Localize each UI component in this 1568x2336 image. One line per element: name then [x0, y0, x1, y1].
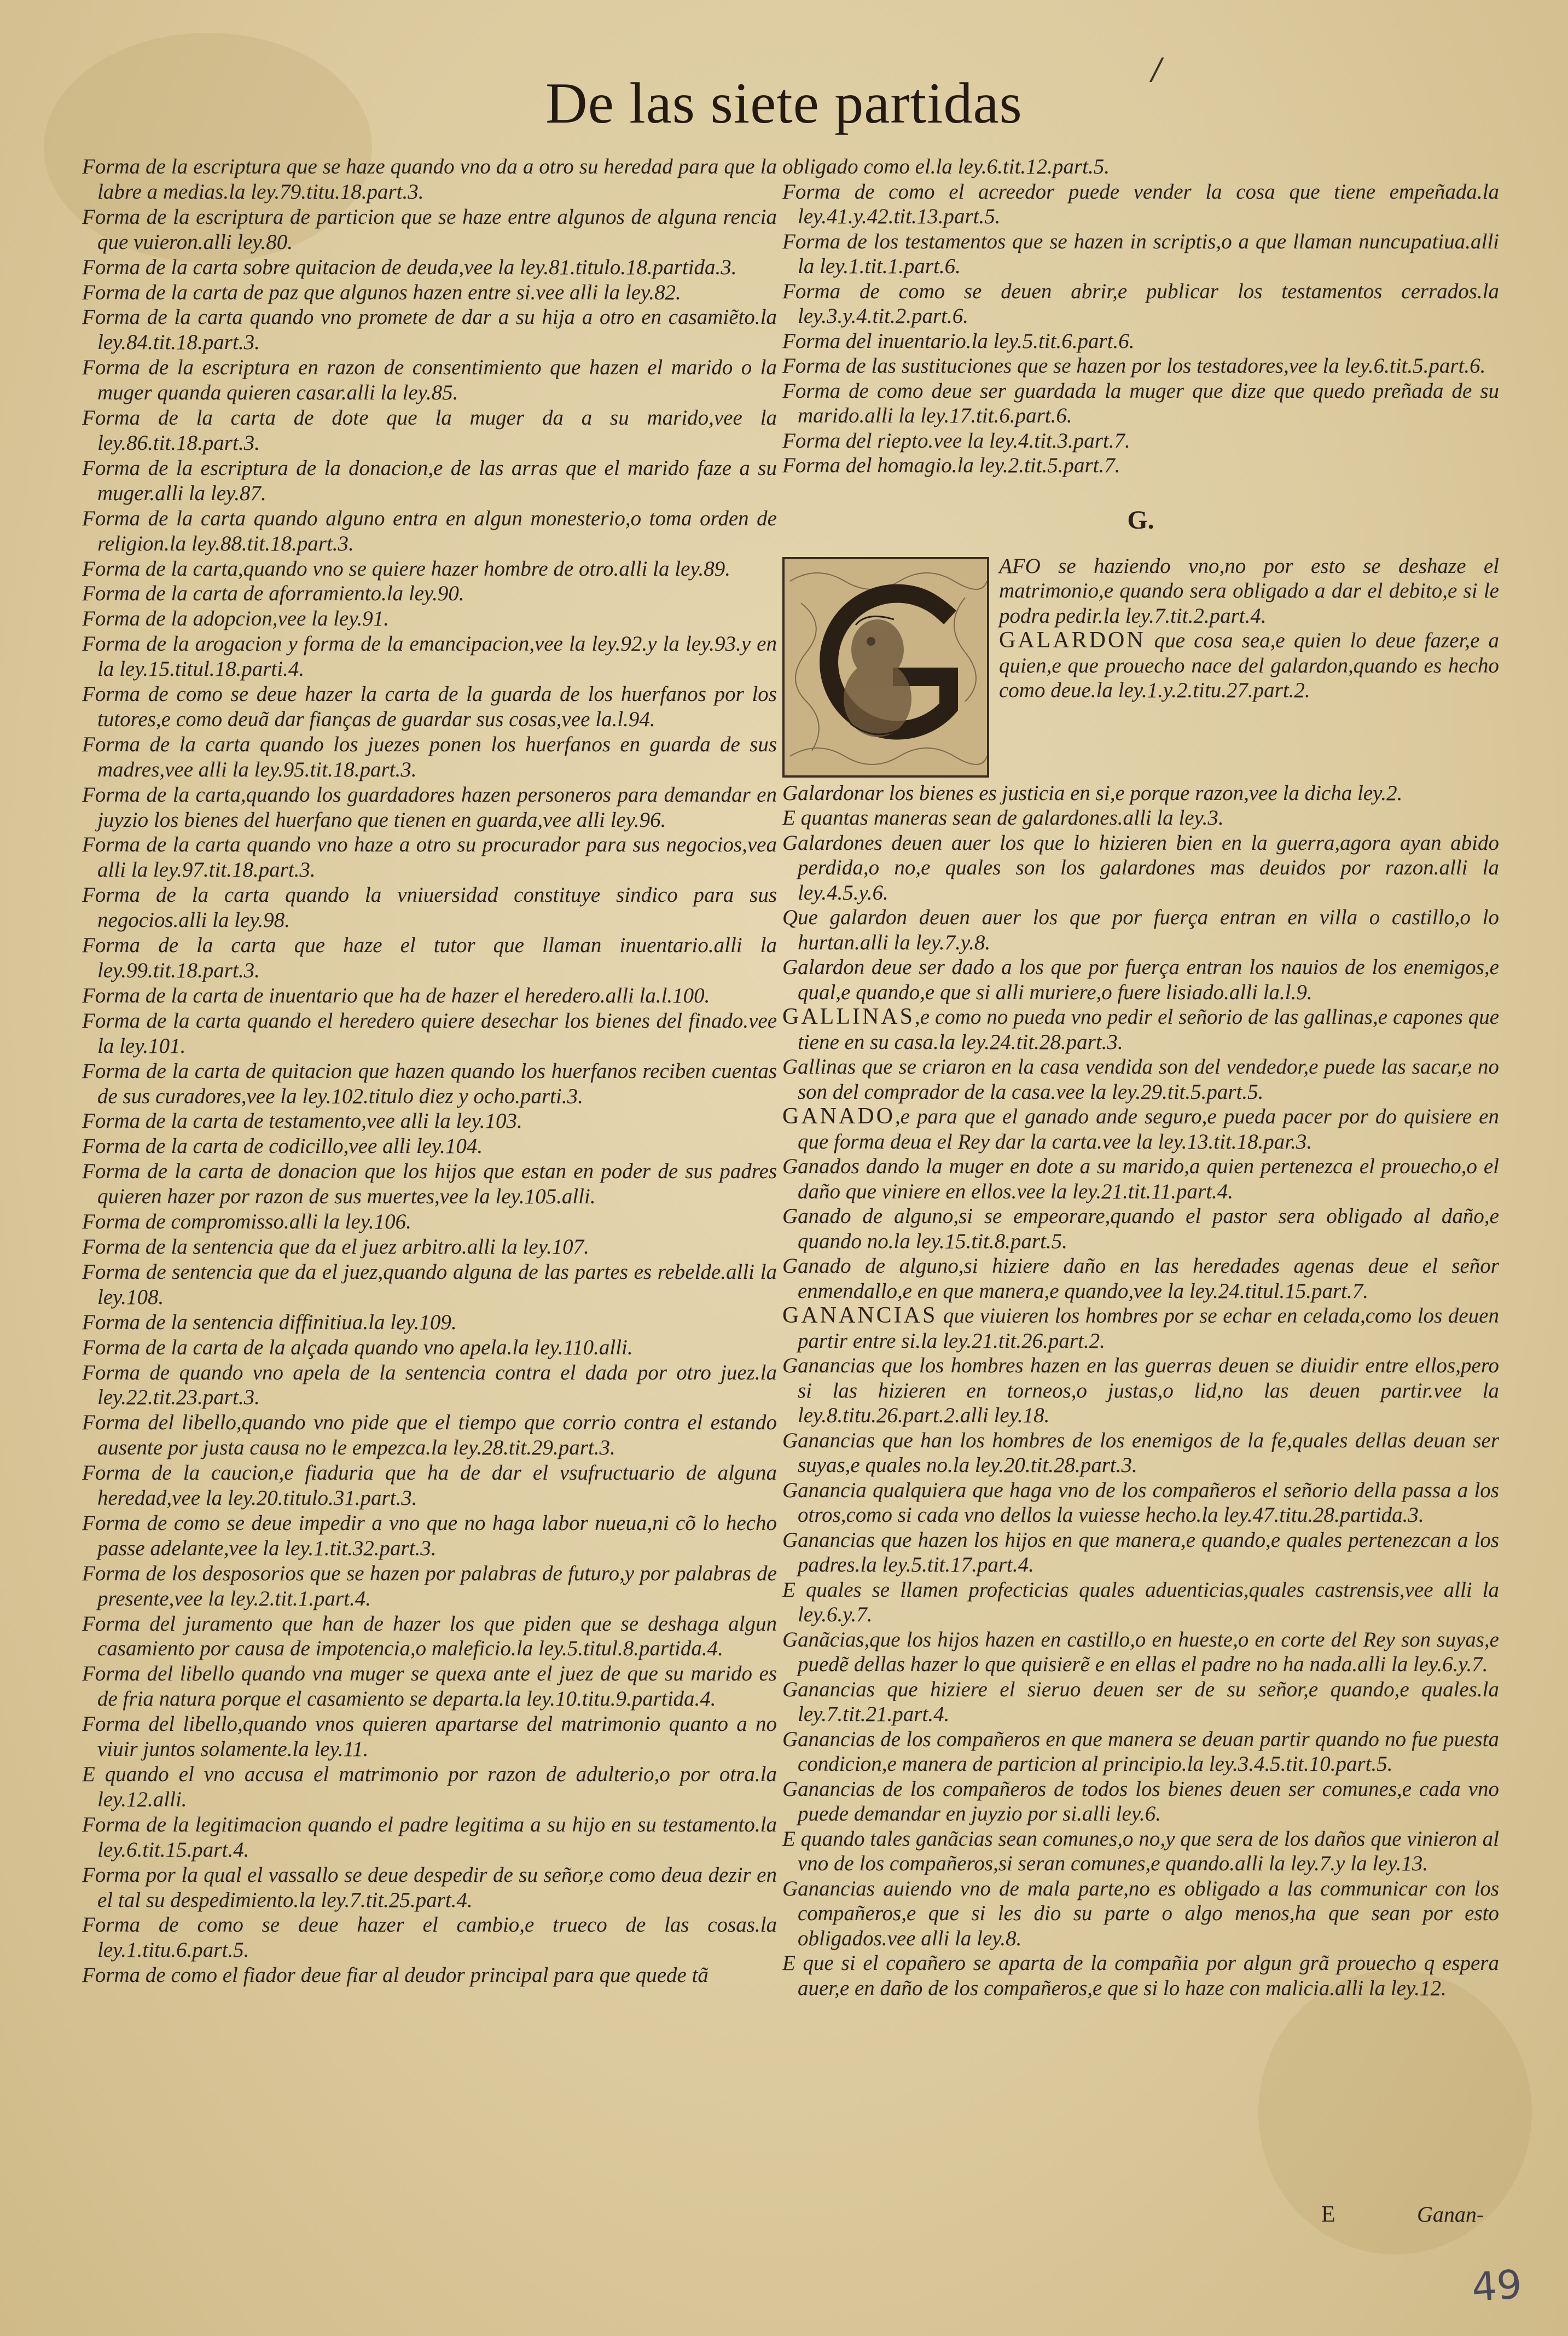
entry-text: Ganancias de los compañeros en que manera se deuan partir quando no fue puesta condicion,e manera de particion al principio.la ley.3.4.5.tit.10.part.5. [782, 1727, 1499, 1776]
index-entry [782, 1627, 1499, 1677]
index-entry: Forma de la escriptura de particion que se haze entre algunos de alguna rencia que vuieron.alli ley.80. [82, 205, 777, 254]
index-entry: Forma del libello quando vna muger se quexa ante el juez de que su marido es de fria natura porque el casamiento se departa.la ley.10.titu.9.partida.4. [82, 1662, 777, 1711]
index-entry: Forma de la arogacion y forma de la emancipacion,vee la ley.92.y la ley.93.y en la ley.15.titul.18.parti.4. [82, 632, 777, 681]
index-entry: Forma de la carta de la alçada quando vno apela.la ley.110.alli. [82, 1335, 633, 1359]
index-entry [782, 1777, 1499, 1827]
index-entry: Forma de la carta de codicillo,vee alli ley.104. [82, 1134, 483, 1158]
index-entry [782, 1104, 1499, 1154]
page-title: De las siete partidas [545, 71, 1023, 135]
index-entry: Forma de como se deue hazer la carta de la guarda de los huerfanos por los tutores,e como deuã dar fianças de guardar sus cosas,vee la.l.94. [82, 682, 777, 731]
entry-text: E quando tales ganãcias sean comunes,o no,y que sera de los daños que vinieron al vno de los compañeros,si seran comunes,e quando.alli la ley.7.y la ley.13. [782, 1827, 1499, 1875]
index-entry: Forma de la carta de paz que algunos hazen entre si.vee alli la ley.82. [82, 280, 681, 304]
index-entry: Forma de como deue ser guardada la muger que dize que quedo preñada de su marido.alli la ley.17.tit.6.part.6. [782, 379, 1499, 427]
index-entry [782, 1578, 1499, 1627]
letter-section-heading: G. [1127, 505, 1154, 535]
index-entry: Forma de como se deue impedir a vno que no haga labor nueua,ni cõ lo hecho passe adelante,vee la ley.1.tit.32.part.3. [82, 1511, 777, 1560]
index-entry: E quando el vno accusa el matrimonio por razon de adulterio,o por otra.la ley.12.alli. [82, 1763, 777, 1811]
index-entry [782, 1528, 1499, 1578]
index-entry: Forma de la carta de dote que la muger da a su marido,vee la ley.86.tit.18.part.3. [82, 406, 777, 455]
handwritten-page-number: 49 [1470, 2260, 1524, 2311]
index-entry: Forma de la legitimacion quando el padre legitima a su hijo en su testamento.la ley.6.tit.15.part.4. [82, 1812, 777, 1862]
entry-text: Ganancia qualquiera que haga vno de los compañeros el señorio della passa a los otros,como si cada vno dellos la vuiesse hecho.la ley.47.titu.28.partida.3. [782, 1478, 1499, 1527]
index-entry [782, 1054, 1499, 1104]
entry-text: Ganados dando la muger en dote a su marido,a quien pertenezca el prouecho,o el daño que viniere en ellos.vee la ley.21.tit.11.part.4. [782, 1155, 1499, 1203]
index-entry [782, 805, 1499, 831]
entry-text: Galardones deuen auer los que lo hizieren bien en la guerra,agora ayan abido perdida,o no,e quales son los galardones mas deuidos por razon.alli la ley.4.5.y.6. [782, 831, 1499, 905]
entry-text: E que si el copañero se aparta de la compañia por algun grã prouecho q espera auer,e en daño de los compañeros,e que si lo haze con malicia.alli la ley.12. [782, 1951, 1499, 2000]
index-entry: Forma de la escriptura que se haze quando vno da a otro su heredad para que la labre a medias.la ley.79.titu.18.part.3. [82, 155, 777, 204]
index-entry: Forma de como se deuen abrir,e publicar los testamentos cerrados.la ley.3.y.4.tit.2.part.6. [782, 279, 1499, 328]
index-entry: Forma de la escriptura de la donacion,e de las arras que el marido faze a su muger.alli la ley.87. [82, 456, 777, 505]
entry-text: Galardonar los bienes es justicia en si,e porque razon,vee la dicha ley.2. [782, 781, 1403, 805]
headword: GANADO [782, 1104, 895, 1129]
entry-text: que cosa sea,e quien lo deue fazer,e a quien,e que prouecho nace del galardon,quando es hecho como deue.la ley.1.y.2.titu.27.part.2. [999, 629, 1499, 702]
index-entry [782, 1005, 1499, 1054]
entry-text: Ganado de alguno,si se empeorare,quando el pastor sera obligado al daño,e quando no.la ley.15.tit.8.part.5. [782, 1204, 1499, 1253]
right-column-bottom-entries [782, 781, 1499, 2001]
index-entry: Forma de la carta sobre quitacion de deuda,vee la ley.81.titulo.18.partida.3. [82, 255, 737, 279]
index-entry: Forma de la carta quando la vniuersidad constituye sindico para sus negocios.alli la ley.98. [82, 883, 777, 932]
index-entry: Forma por la qual el vassallo se deue despedir de su señor,e como deua dezir en el tal su despedimiento.la ley.7.tit.25.part.4. [82, 1863, 777, 1912]
index-entry: Forma de la carta de donacion que los hijos que estan en poder de sus padres quieren hazer por razon de sus muertes,vee la ley.105.alli. [82, 1160, 777, 1209]
index-entry [782, 905, 1499, 955]
headword: GANANCIAS [782, 1303, 938, 1328]
index-entry: Forma de la sentencia que da el juez arbitro.alli la ley.107. [82, 1234, 589, 1259]
index-entry [782, 1353, 1499, 1428]
index-entry [782, 1677, 1499, 1727]
index-entry [782, 1876, 1499, 1951]
entry-text: Ganancias que hiziere el sieruo deuen ser de su señor,e quando,e quales.la ley.7.tit.21.part.4. [782, 1677, 1499, 1726]
index-entry: Forma del inuentario.la ley.5.tit.6.part.6. [782, 329, 1135, 353]
index-entry: Forma del juramento que han de hazer los que piden que se deshaga algun casamiento por causa de impotencia,o maleficio.la ley.5.titul.8.partida.4. [82, 1612, 777, 1661]
index-entry: Forma del riepto.vee la ley.4.tit.3.part.7. [782, 428, 1130, 453]
headword: GALLINAS [782, 1004, 915, 1029]
left-column [82, 154, 777, 2195]
index-entry: Forma del homagio.la ley.2.tit.5.part.7. [782, 454, 1120, 477]
folio-mark: / [1152, 52, 1162, 86]
index-entry: Forma de la carta de testamento,vee alli la ley.103. [82, 1109, 522, 1133]
index-entry: Forma de la carta quando el heredero quiere desechar los bienes del finado.vee la ley.101. [82, 1008, 777, 1058]
entry-text: Ganancias que los hombres hazen en las guerras deuen se diuidir entre ellos,pero si las hizieren en torneos,o justas,o lid,no las deuen partir.vee la ley.8.titu.26.part.2.alli ley.18. [782, 1354, 1499, 1427]
index-entry: Forma de la adopcion,vee la ley.91. [82, 607, 390, 631]
index-entry [782, 1478, 1499, 1528]
index-entry: Forma de la carta de quitacion que hazen quando los huerfanos reciben cuentas de sus curadores,vee la ley.102.titulo diez y ocho.parti.3. [82, 1059, 777, 1108]
entry-text: Ganãcias,que los hijos hazen en castillo,o en hueste,o en corte del Rey son suyas,e puedẽ dellas hazer lo que quisierẽ e en ellas el padre no ha nada.alli la ley.6.y.7. [782, 1627, 1499, 1676]
index-entry: Forma de sentencia que da el juez,quando alguna de las partes es rebelde.alli la ley.108. [82, 1260, 777, 1309]
index-entry: Forma de la caucion,e fiaduria que ha de dar el vsufructuario de alguna heredad,vee la ley.20.titulo.31.part.3. [82, 1461, 777, 1510]
index-entry: Forma de quando vno apela de la sentencia contra el dada por otro juez.la ley.22.tit.23.part.3. [82, 1360, 777, 1410]
index-entry [782, 1827, 1499, 1876]
index-entry [782, 1951, 1499, 2001]
index-entry [782, 1254, 1499, 1303]
entry-text: Galardon deue ser dado a los que por fuerça entran los nauios de los enemigos,e qual,e quando,e que si alli muriere,o fuere lisiado.alli la.l.9. [782, 955, 1499, 1004]
index-entry: Forma de la carta,quando vno se quiere hazer hombre de otro.alli la ley.89. [82, 557, 731, 581]
index-entry: Forma del libello,quando vnos quieren apartarse del matrimonio quanto a no viuir juntos solamente.la ley.11. [82, 1712, 777, 1761]
entry-text: Que galardon deuen auer los que por fuerça entran en villa o castillo,o lo hurtan.alli la ley.7.y.8. [782, 906, 1499, 954]
entry-text: E quantas maneras sean de galardones.alli la ley.3. [782, 806, 1224, 830]
index-entry: Forma de la carta quando los juezes ponen los huerfanos en guarda de sus madres,vee alli la ley.95.tit.18.part.3. [82, 732, 777, 781]
index-entry: Forma de las sustituciones que se hazen por los testadores,vee la ley.6.tit.5.part.6. [782, 354, 1486, 378]
entry-text: ,e como no pueda vno pedir el señorio de las gallinas,e capones que tiene en su casa.la ley.24.tit.28.part.3. [798, 1005, 1499, 1054]
index-entry [782, 781, 1499, 806]
entry-text: que viuieren los hombres por se echar en celada,como los deuen partir entre si.la ley.21.tit.26.part.2. [798, 1304, 1499, 1353]
index-entry [782, 1727, 1499, 1777]
entry-text: AFO se haziendo vno,no por esto se deshaze el matrimonio,e quando sera obligado a dar el debito,e si le podra pedir.la ley.7.tit.2.part.4. [999, 554, 1499, 628]
index-entry: Forma de la carta de aforramiento.la ley.90. [82, 582, 464, 606]
index-entry: Forma de compromisso.alli la ley.106. [82, 1210, 411, 1234]
index-entry: Forma de los desposorios que se hazen por palabras de futuro,y por palabras de presente,vee la ley.2.tit.1.part.4. [82, 1561, 777, 1610]
index-entry: Forma de como el acreedor puede vender la cosa que tiene empeñada.la ley.41.y.42.tit.13.part.5. [782, 179, 1499, 228]
right-column-top-entries [782, 154, 1499, 478]
index-entry [782, 1303, 1499, 1353]
index-entry [782, 1154, 1499, 1204]
index-entry: Forma del libello,quando vno pide que el tiempo que corrio contra el estando ausente por justa causa no le empezca.la ley.28.tit.29.part.3. [82, 1411, 777, 1460]
entry-text: E quales se llamen profecticias quales aduenticias,quales castrensis,vee alli la ley.6.y.7. [782, 1578, 1499, 1626]
entry-text: Ganancias auiendo vno de mala parte,no es obligado a las communicar con los compañeros,e que si les dio su parte o algo menos,ha que sean por esto obligados.vee alli la ley.8. [782, 1876, 1499, 1950]
entry-text: Ganancias que hazen los hijos en que manera,e quando,e quales pertenezcan a los padres.la ley.5.tit.17.part.4. [782, 1528, 1499, 1576]
right-column [782, 154, 1499, 2195]
index-entry: obligado como el.la ley.6.tit.12.part.5. [782, 155, 1110, 178]
section-g-block [782, 554, 1499, 781]
index-entry: Forma de la carta que haze el tutor que llaman inuentario.alli la ley.99.tit.18.part.3. [82, 934, 777, 982]
index-entry: Forma de los testamentos que se hazen in scriptis,o a que llaman nuncupatiua.alli la ley.1.tit.1.part.6. [782, 229, 1499, 278]
index-entry: Forma de la carta quando vno promete de dar a su hija a otro en casamiẽto.la ley.84.tit.18.part.3. [82, 305, 777, 355]
index-entry [782, 1428, 1499, 1478]
entry-text: Ganado de alguno,si hiziere daño en las heredades agenas deue el señor enmendallo,e en que manera,e quando,vee la ley.24.titul.15.part.7. [782, 1254, 1499, 1303]
index-entry [782, 1204, 1499, 1254]
index-entry: Forma de la carta quando vno haze a otro su procurador para sus negocios,vea alli la ley.97.tit.18.part.3. [82, 833, 777, 882]
index-entry [782, 831, 1499, 906]
entry-text: Ganancias de los compañeros de todos los bienes deuen ser comunes,e cada vno puede demandar en juyzio por si.alli ley.6. [782, 1777, 1499, 1825]
index-entry: Forma de la carta quando alguno entra en algun monesterio,o toma orden de religion.la ley.88.tit.18.part.3. [82, 506, 777, 555]
index-entry: Forma de la sentencia diffinitiua.la ley.109. [82, 1310, 457, 1334]
signature-mark: E [1321, 2202, 1335, 2227]
headword: GALARDON [999, 628, 1146, 653]
catchword: Ganan- [1417, 2202, 1484, 2227]
index-entry: Forma de como se deue hazer el cambio,e trueco de las cosas.la ley.1.titu.6.part.5. [82, 1913, 777, 1962]
index-entry: Forma de la carta,quando los guardadores hazen personeros para demandar en juyzio los bienes del huerfano que tienen en guarda,vee alli ley.96. [82, 782, 777, 832]
entry-text: Ganancias que han los hombres de los enemigos de la fe,quales dellas deuan ser suyas,e quales no.la ley.20.tit.28.part.3. [782, 1428, 1499, 1477]
entry-text: Gallinas que se criaron en la casa vendida son del vendedor,e puede las sacar,e no son del comprador de la casa.vee la ley.29.tit.5.part.5. [782, 1055, 1499, 1104]
index-entry: Forma de como el fiador deue fiar al deudor principal para que quede tã [82, 1963, 708, 1987]
index-entry: Forma de la escriptura en razon de consentimiento que hazen el marido o la muger quanda quieren casar.alli la ley.85. [82, 356, 777, 405]
index-entry: Forma de la carta de inuentario que ha de hazer el heredero.alli la.l.100. [82, 983, 710, 1007]
decorated-initial-g-icon [782, 557, 989, 778]
index-entry [782, 955, 1499, 1005]
entry-text: ,e para que el ganado ande seguro,e pueda pacer por do quisiere en que forma deua el Rey dar la carta.vee la ley.13.tit.18.par.3. [798, 1105, 1499, 1153]
